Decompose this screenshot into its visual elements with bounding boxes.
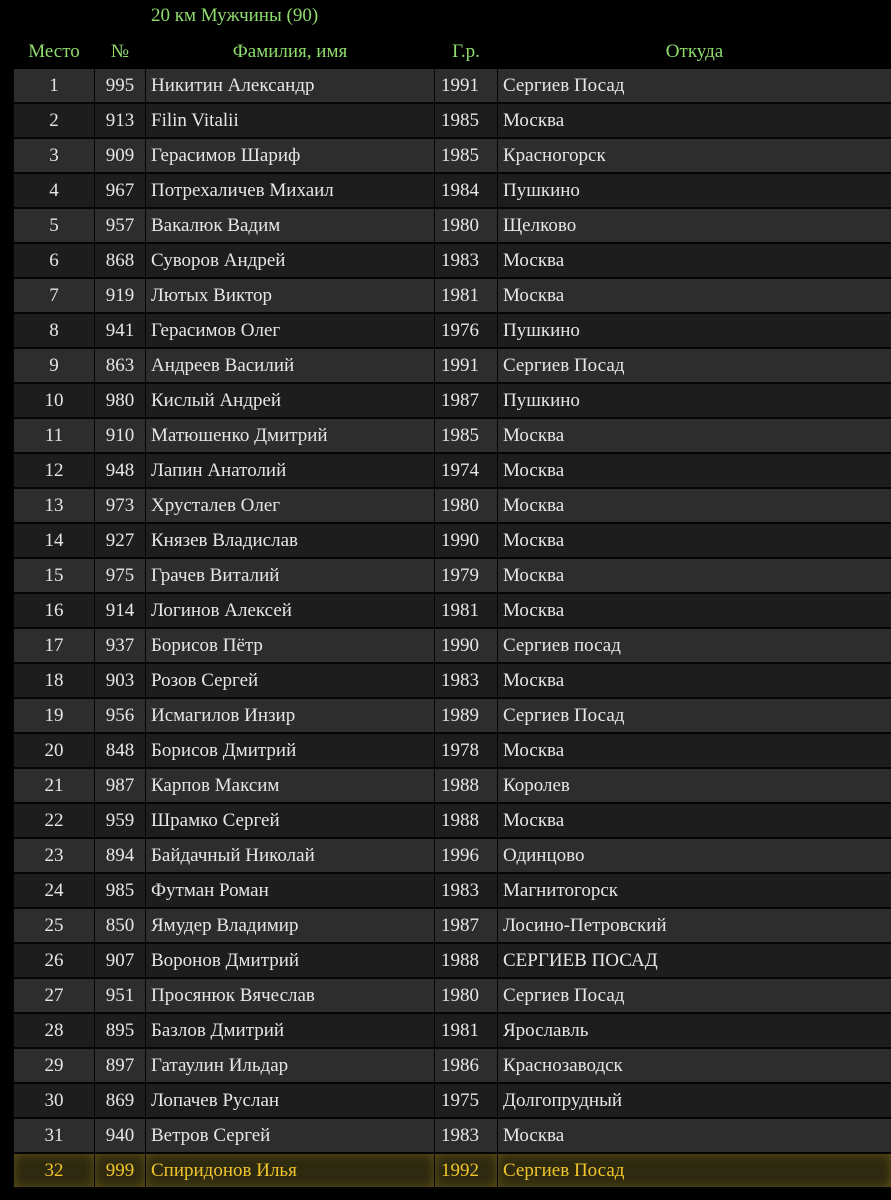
cell-name: Никитин Александр <box>146 69 435 103</box>
cell-place: 6 <box>14 243 95 278</box>
cell-city: Сергиев Посад <box>498 348 891 383</box>
cell-year: 1980 <box>435 978 498 1013</box>
cell-name: Розов Сергей <box>146 663 435 698</box>
cell-year: 1983 <box>435 873 498 908</box>
cell-bib: 980 <box>95 383 146 418</box>
cell-name: Кислый Андрей <box>146 383 435 418</box>
cell-city: Москва <box>498 418 891 453</box>
cell-place: 1 <box>14 69 95 103</box>
cell-name: Суворов Андрей <box>146 243 435 278</box>
cell-city: Пушкино <box>498 313 891 348</box>
table-row <box>14 873 891 908</box>
cell-bib: 973 <box>95 488 146 523</box>
cell-city: Москва <box>498 278 891 313</box>
cell-name: Герасимов Олег <box>146 313 435 348</box>
cell-bib: 909 <box>95 138 146 173</box>
cell-year: 1984 <box>435 173 498 208</box>
cell-name: Базлов Дмитрий <box>146 1013 435 1048</box>
cell-name: Исмагилов Инзир <box>146 698 435 733</box>
cell-place: 26 <box>14 943 95 978</box>
cell-year: 1976 <box>435 313 498 348</box>
cell-year: 1987 <box>435 908 498 943</box>
cell-bib: 956 <box>95 698 146 733</box>
cell-name: Вакалюк Вадим <box>146 208 435 243</box>
cell-bib: 951 <box>95 978 146 1013</box>
table-row <box>14 453 891 488</box>
cell-bib: 914 <box>95 593 146 628</box>
cell-city: СЕРГИЕВ ПОСАД <box>498 943 891 978</box>
cell-bib: 975 <box>95 558 146 593</box>
cell-name: Лапин Анатолий <box>146 453 435 488</box>
cell-city: Москва <box>498 593 891 628</box>
cell-place: 19 <box>14 698 95 733</box>
cell-place: 18 <box>14 663 95 698</box>
cell-name: Спиридонов Илья <box>146 1153 435 1188</box>
cell-bib: 957 <box>95 208 146 243</box>
table-row <box>14 768 891 803</box>
cell-bib: 903 <box>95 663 146 698</box>
cell-place: 32 <box>14 1153 95 1188</box>
cell-place: 11 <box>14 418 95 453</box>
table-row <box>14 1048 891 1083</box>
cell-name: Ямудер Владимир <box>146 908 435 943</box>
table-row <box>14 663 891 698</box>
cell-year: 1988 <box>435 768 498 803</box>
cell-city: Одинцово <box>498 838 891 873</box>
cell-year: 1985 <box>435 138 498 173</box>
cell-name: Байдачный Николай <box>146 838 435 873</box>
cell-bib: 897 <box>95 1048 146 1083</box>
cell-place: 27 <box>14 978 95 1013</box>
cell-name: Лопачев Руслан <box>146 1083 435 1118</box>
cell-city: Сергиев Посад <box>498 698 891 733</box>
cell-bib: 910 <box>95 418 146 453</box>
cell-city: Щелково <box>498 208 891 243</box>
cell-bib: 940 <box>95 1118 146 1153</box>
cell-city: Москва <box>498 523 891 558</box>
table-row <box>14 523 891 558</box>
cell-place: 24 <box>14 873 95 908</box>
cell-year: 1983 <box>435 1118 498 1153</box>
cell-bib: 927 <box>95 523 146 558</box>
cell-bib: 895 <box>95 1013 146 1048</box>
table-row <box>14 313 891 348</box>
cell-place: 31 <box>14 1118 95 1153</box>
cell-name: Логинов Алексей <box>146 593 435 628</box>
cell-year: 1980 <box>435 208 498 243</box>
results-table <box>13 34 891 1189</box>
cell-place: 9 <box>14 348 95 383</box>
cell-city: Москва <box>498 558 891 593</box>
table-row <box>14 348 891 383</box>
cell-place: 12 <box>14 453 95 488</box>
cell-place: 10 <box>14 383 95 418</box>
table-row <box>14 173 891 208</box>
column-header-year: Г.р. <box>435 34 498 69</box>
cell-place: 30 <box>14 1083 95 1118</box>
cell-year: 1990 <box>435 523 498 558</box>
cell-city: Сергиев Посад <box>498 1153 891 1188</box>
column-header-bib: № <box>95 34 146 69</box>
cell-bib: 907 <box>95 943 146 978</box>
cell-year: 1992 <box>435 1153 498 1188</box>
cell-city: Москва <box>498 243 891 278</box>
table-row <box>14 978 891 1013</box>
cell-city: Краснозаводск <box>498 1048 891 1083</box>
cell-name: Герасимов Шариф <box>146 138 435 173</box>
cell-city: Магнитогорск <box>498 873 891 908</box>
cell-place: 4 <box>14 173 95 208</box>
table-row <box>14 908 891 943</box>
cell-bib: 941 <box>95 313 146 348</box>
cell-name: Шрамко Сергей <box>146 803 435 838</box>
table-row <box>14 628 891 663</box>
table-row <box>14 103 891 138</box>
cell-bib: 868 <box>95 243 146 278</box>
cell-place: 16 <box>14 593 95 628</box>
cell-place: 13 <box>14 488 95 523</box>
cell-year: 1990 <box>435 628 498 663</box>
table-row <box>14 383 891 418</box>
table-row <box>14 138 891 173</box>
cell-city: Москва <box>498 488 891 523</box>
cell-bib: 948 <box>95 453 146 488</box>
cell-bib: 869 <box>95 1083 146 1118</box>
cell-place: 20 <box>14 733 95 768</box>
cell-place: 29 <box>14 1048 95 1083</box>
cell-place: 25 <box>14 908 95 943</box>
cell-bib: 985 <box>95 873 146 908</box>
cell-name: Борисов Пётр <box>146 628 435 663</box>
results-title: 20 км Мужчины (90) <box>151 5 319 26</box>
table-row <box>14 593 891 628</box>
cell-bib: 959 <box>95 803 146 838</box>
cell-city: Красногорск <box>498 138 891 173</box>
cell-city: Москва <box>498 803 891 838</box>
cell-bib: 995 <box>95 69 146 103</box>
cell-bib: 850 <box>95 908 146 943</box>
cell-city: Москва <box>498 663 891 698</box>
cell-name: Грачев Виталий <box>146 558 435 593</box>
table-row <box>14 1083 891 1118</box>
table-row <box>14 488 891 523</box>
cell-bib: 913 <box>95 103 146 138</box>
cell-year: 1981 <box>435 1013 498 1048</box>
cell-year: 1975 <box>435 1083 498 1118</box>
cell-place: 14 <box>14 523 95 558</box>
cell-year: 1988 <box>435 803 498 838</box>
table-row <box>14 418 891 453</box>
cell-year: 1985 <box>435 103 498 138</box>
cell-city: Долгопрудный <box>498 1083 891 1118</box>
cell-city: Москва <box>498 453 891 488</box>
table-row <box>14 733 891 768</box>
cell-place: 21 <box>14 768 95 803</box>
column-header-place: Место <box>14 34 95 69</box>
table-row <box>14 803 891 838</box>
cell-year: 1989 <box>435 698 498 733</box>
table-row-highlighted <box>14 1153 891 1188</box>
cell-name: Карпов Максим <box>146 768 435 803</box>
cell-year: 1981 <box>435 593 498 628</box>
cell-place: 15 <box>14 558 95 593</box>
cell-city: Москва <box>498 1118 891 1153</box>
cell-year: 1983 <box>435 663 498 698</box>
cell-year: 1980 <box>435 488 498 523</box>
cell-name: Хрусталев Олег <box>146 488 435 523</box>
cell-city: Лосино-Петровский <box>498 908 891 943</box>
cell-place: 3 <box>14 138 95 173</box>
cell-bib: 848 <box>95 733 146 768</box>
cell-place: 2 <box>14 103 95 138</box>
cell-year: 1979 <box>435 558 498 593</box>
cell-name: Матюшенко Дмитрий <box>146 418 435 453</box>
table-row <box>14 943 891 978</box>
cell-place: 7 <box>14 278 95 313</box>
cell-name: Футман Роман <box>146 873 435 908</box>
cell-city: Ярославль <box>498 1013 891 1048</box>
cell-bib: 967 <box>95 173 146 208</box>
cell-city: Королев <box>498 768 891 803</box>
table-row <box>14 1013 891 1048</box>
header-row <box>14 34 891 69</box>
cell-bib: 863 <box>95 348 146 383</box>
cell-name: Воронов Дмитрий <box>146 943 435 978</box>
cell-name: Просянюк Вячеслав <box>146 978 435 1013</box>
table-row <box>14 278 891 313</box>
cell-city: Сергиев Посад <box>498 69 891 103</box>
cell-year: 1991 <box>435 69 498 103</box>
cell-name: Ветров Сергей <box>146 1118 435 1153</box>
table-row <box>14 558 891 593</box>
cell-year: 1985 <box>435 418 498 453</box>
cell-place: 8 <box>14 313 95 348</box>
cell-year: 1983 <box>435 243 498 278</box>
cell-place: 22 <box>14 803 95 838</box>
cell-year: 1996 <box>435 838 498 873</box>
cell-year: 1987 <box>435 383 498 418</box>
cell-year: 1974 <box>435 453 498 488</box>
cell-city: Сергиев посад <box>498 628 891 663</box>
cell-bib: 919 <box>95 278 146 313</box>
cell-place: 23 <box>14 838 95 873</box>
cell-year: 1991 <box>435 348 498 383</box>
cell-bib: 999 <box>95 1153 146 1188</box>
cell-name: Князев Владислав <box>146 523 435 558</box>
cell-place: 28 <box>14 1013 95 1048</box>
cell-year: 1981 <box>435 278 498 313</box>
cell-city: Москва <box>498 733 891 768</box>
cell-place: 17 <box>14 628 95 663</box>
cell-year: 1978 <box>435 733 498 768</box>
cell-name: Лютых Виктор <box>146 278 435 313</box>
cell-name: Гатаулин Ильдар <box>146 1048 435 1083</box>
cell-city: Сергиев Посад <box>498 978 891 1013</box>
table-row <box>14 243 891 278</box>
results-table-body <box>14 69 891 1188</box>
table-row <box>14 208 891 243</box>
cell-bib: 894 <box>95 838 146 873</box>
results-table-header <box>14 34 891 69</box>
cell-name: Filin Vitalii <box>146 103 435 138</box>
table-row <box>14 838 891 873</box>
cell-city: Пушкино <box>498 173 891 208</box>
table-row <box>14 1118 891 1153</box>
cell-bib: 937 <box>95 628 146 663</box>
column-header-city: Откуда <box>498 34 891 69</box>
cell-year: 1988 <box>435 943 498 978</box>
cell-year: 1986 <box>435 1048 498 1083</box>
table-row <box>14 698 891 733</box>
cell-name: Потрехаличев Михаил <box>146 173 435 208</box>
cell-name: Андреев Василий <box>146 348 435 383</box>
cell-city: Пушкино <box>498 383 891 418</box>
cell-city: Москва <box>498 103 891 138</box>
cell-place: 5 <box>14 208 95 243</box>
cell-bib: 987 <box>95 768 146 803</box>
table-row <box>14 69 891 103</box>
cell-name: Борисов Дмитрий <box>146 733 435 768</box>
column-header-name: Фамилия, имя <box>146 34 435 69</box>
